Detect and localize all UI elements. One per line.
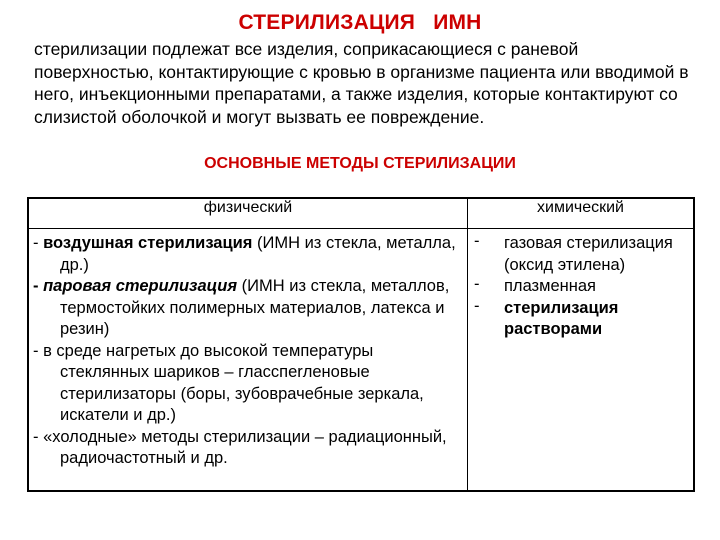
page-title: СТЕРИЛИЗАЦИЯ ИМН [238, 11, 482, 34]
item-bold-term: стерилизация растворами [504, 298, 619, 338]
chemical-methods-cell [468, 229, 695, 491]
dash-marker: - [474, 232, 480, 250]
dash-marker: - [474, 275, 480, 293]
list-item [474, 298, 687, 341]
sterilization-methods-table [27, 197, 695, 492]
item-prefix: - [33, 234, 44, 252]
table-row [28, 229, 694, 491]
item-prefix: - [33, 277, 44, 295]
list-item: - в среде нагретых до высокой температуры стеклянных шариков – гласспerленовые стерилизаторы (боры, зубоврачебные зеркала, искатели и др.) [33, 341, 424, 424]
item-text: (ИМН из стекла, металлов, термостойких полимерных материалов, латекса и резин) [60, 277, 450, 338]
list-item [33, 276, 461, 341]
section-subtitle: ОСНОВНЫЕ МЕТОДЫ СТЕРИЛИЗАЦИИ [204, 155, 516, 172]
item-bold-italic-term: паровая стерилизация [43, 277, 238, 295]
physical-methods-cell [28, 229, 468, 491]
list-item [474, 233, 687, 276]
table-header-row [28, 198, 694, 229]
item-text: плазменная [504, 277, 596, 295]
header-physical: физический [28, 198, 468, 229]
item-text: (ИМН из стекла, металла, др.) [60, 234, 456, 274]
list-item [33, 233, 461, 276]
intro-paragraph: стерилизации подлежат все изделия, соприкасающиеся с раневой поверхностью, контактирующие с кровью в организме пациента или вводимой в него, инъекционными препаратами, а также изделия, которые контактируют со слизистой оболочкой и могут вызвать ее повреждение. [34, 39, 689, 127]
list-item: - «холодные» методы стерилизации – радиационный, радиочастотный и др. [33, 427, 447, 467]
header-chemical: химический [468, 198, 695, 229]
list-item [474, 276, 687, 298]
item-bold-term: воздушная стерилизация [43, 234, 253, 252]
item-text: газовая стерилизация (оксид этилена) [504, 234, 673, 274]
dash-marker: - [474, 296, 480, 315]
